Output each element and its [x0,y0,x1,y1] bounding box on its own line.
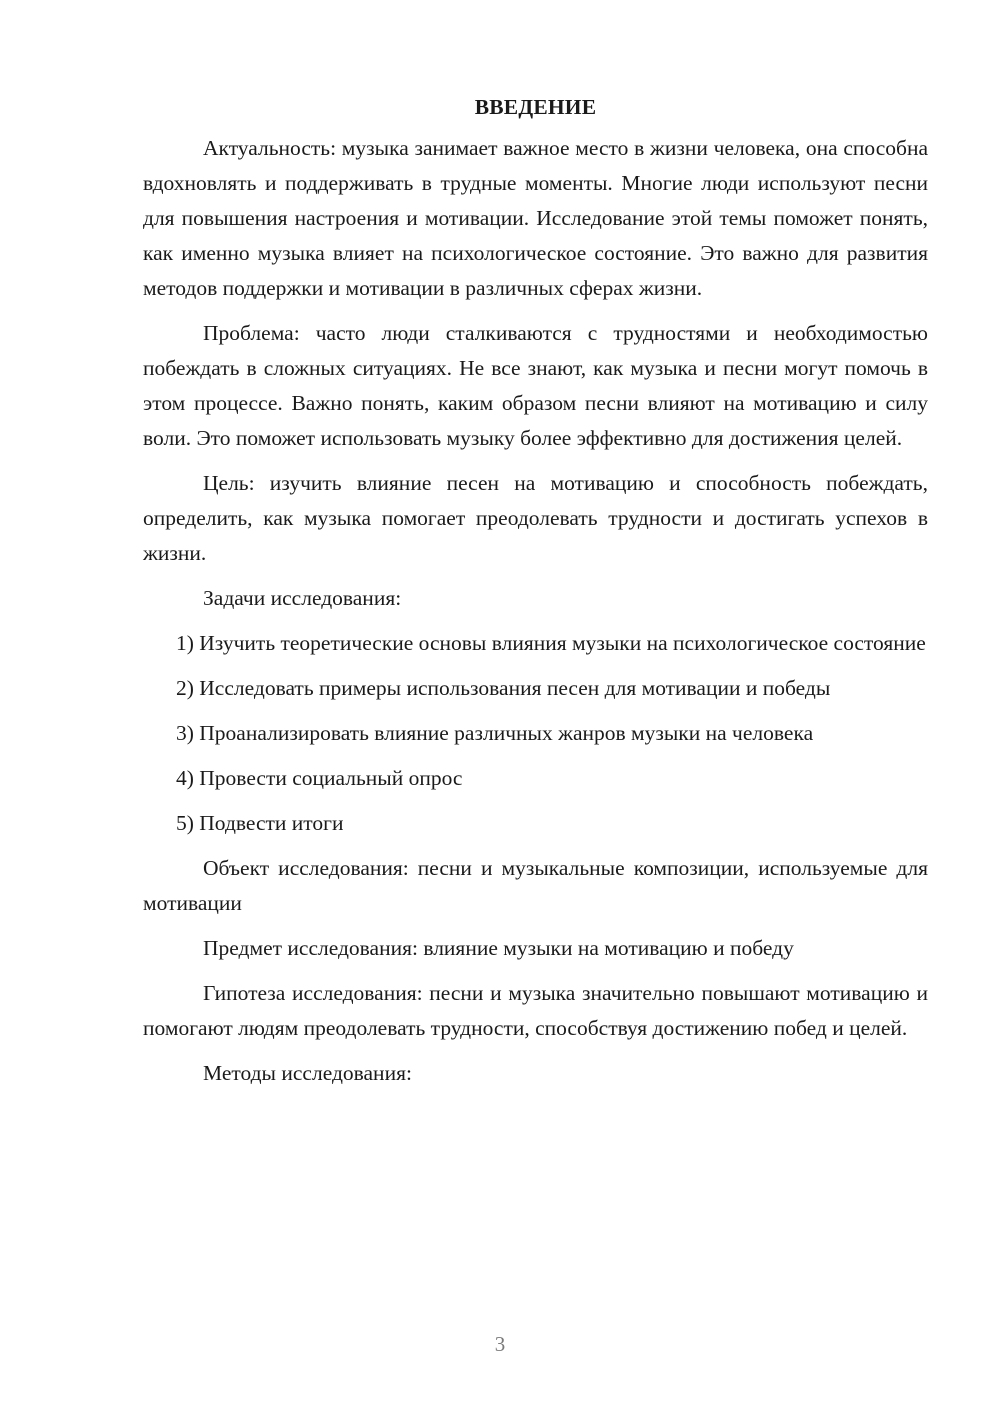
goal-paragraph: Цель: изучить влияние песен на мотивацию и способность побеждать, определить, как музыка помогает преодолевать трудности и достигать успехов в жизни. [143,471,928,565]
document-page [143,90,928,1101]
methods-heading: Методы исследования: [203,1061,412,1085]
hypothesis-paragraph: Гипотеза исследования: песни и музыка значительно повышают мотивацию и помогают людям преодолевать трудности, способствуя достижению побед и целей. [143,981,928,1040]
subject-paragraph: Предмет исследования: влияние музыки на мотивацию и победу [203,936,794,960]
relevance-paragraph: Актуальность: музыка занимает важное место в жизни человека, она способна вдохновлять и поддерживать в трудные моменты. Многие люди используют песни для повышения настроения и мотивации. Исследование этой темы поможет понять, как именно музыка влияет на психологическое состояние. Это важно для развития методов поддержки и мотивации в различных сферах жизни. [143,136,928,300]
task-item: 3) Проанализировать влияние различных жанров музыки на человека [176,721,814,745]
section-title: ВВЕДЕНИЕ [474,95,597,119]
page-number: 3 [494,1332,506,1356]
task-item: 5) Подвести итоги [176,811,344,835]
object-paragraph: Объект исследования: песни и музыкальные композиции, используемые для мотивации [143,856,928,915]
problem-paragraph: Проблема: часто люди сталкиваются с трудностями и необходимостью побеждать в сложных ситуациях. Не все знают, как музыка и песни могут помочь в этом процессе. Важно понять, каким образом песни влияют на мотивацию и силу воли. Это поможет использовать музыку более эффективно для достижения целей. [143,321,928,450]
task-item: 4) Провести социальный опрос [176,766,463,790]
task-item: 1) Изучить теоретические основы влияния музыки на психологическое состояние [176,631,926,655]
tasks-heading: Задачи исследования: [203,586,402,610]
task-item: 2) Исследовать примеры использования песен для мотивации и победы [176,676,831,700]
